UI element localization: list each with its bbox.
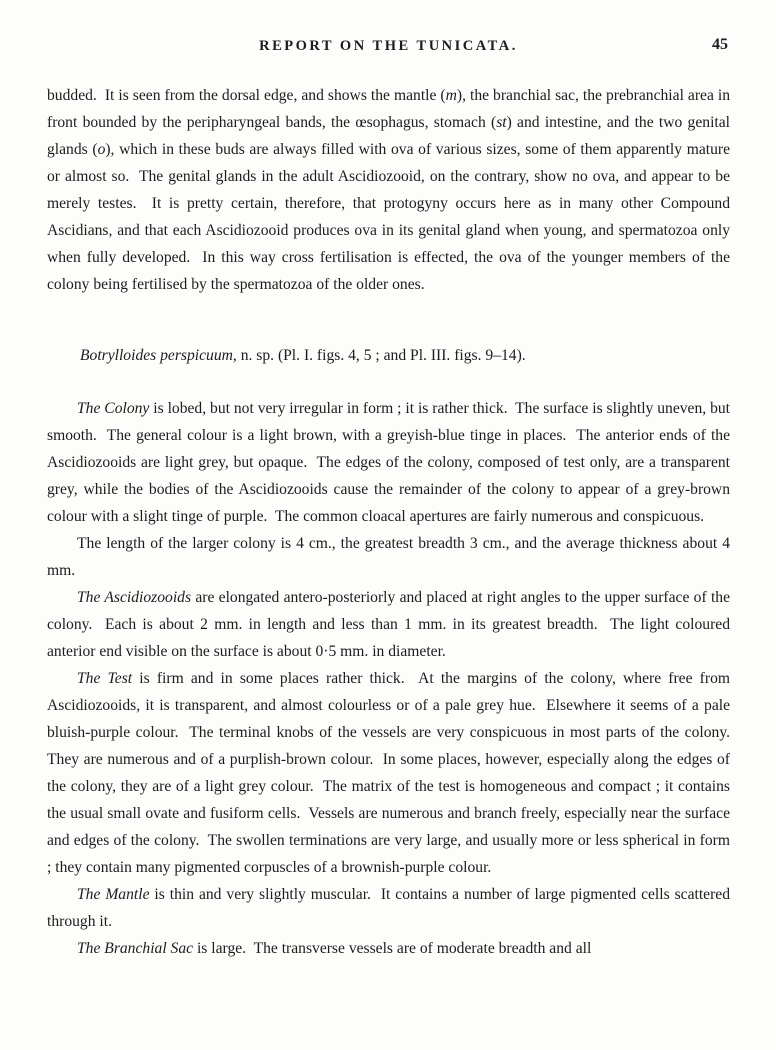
paragraph-colony-dimensions	[47, 530, 734, 584]
text-segment: ), which in these buds are always filled with ova of various sizes, some of them apparently mature or almost so. The genital glands in the adult Ascidiozooid, on the contrary, show no ova, and appear to be merely testes. It is pretty certain, therefore, that protogyny occurs here as in many other Compound Ascidians, and that each Ascidiozooid produces ova in its genital gland when young, and spermatozoa only when fully developed. In this way cross fertilisation is effected, the ova of the younger members of the colony being fertilised by the spermatozoa of the older ones.	[47, 141, 734, 293]
paragraph-budded-continuation	[47, 82, 734, 298]
italic-text-segment: st	[496, 114, 507, 131]
text-segment: ) and intestine, and the two genital glands (	[47, 114, 734, 158]
paragraph-the-ascidiozooids	[47, 584, 734, 665]
species-heading	[47, 342, 730, 369]
text-segment: is lobed, but not very irregular in form ; it is rather thick. The surface is slightly uneven, but smooth. The general colour is a light brown, with a greyish-blue tinge in places. The anterior ends of the Ascidiozooids are light grey, but opaque. The edges of the colony, composed of test only, are a transparent grey, while the bodies of the Ascidiozooids cause the remainder of the colony to appear of a grey-brown colour with a slight tinge of purple. The common cloacal apertures are fairly numerous and conspicuous.	[47, 400, 734, 525]
italic-text-segment: The Ascidiozooids	[77, 589, 192, 606]
italic-text-segment: The Test	[77, 670, 133, 687]
text-segment: is firm and in some places rather thick. At the margins of the colony, where free from Ascidiozooids, it is transparent, and almost colourless or of a pale grey hue. Elsewhere it seems of a pale bluish-purple colour. The terminal knobs of the vessels are very conspicuous in most parts of the colony. They are numerous and of a purplish-brown colour. In some places, however, especially along the edges of the colony, they are of a light grey colour. The matrix of the test is homogeneous and compact ; it contains the usual small ovate and fusiform cells. Vessels are numerous and branch freely, especially near the surface and edges of the colony. The swollen terminations are very large, and usually more or less spherical in form ; they contain many pigmented corpuscles of a brownish-purple colour.	[47, 670, 738, 876]
paragraph-the-test	[47, 665, 738, 881]
italic-text-segment: m	[445, 87, 457, 104]
italic-text-segment: The Branchial Sac	[77, 940, 194, 957]
text-segment: budded. It is seen from the dorsal edge, and shows the mantle (	[47, 87, 446, 104]
text-segment: , n. sp. (Pl. I. figs. 4, 5 ; and Pl. III. figs. 9–14).	[232, 347, 526, 364]
running-head-title: REPORT ON THE TUNICATA.	[259, 38, 518, 54]
text-segment: ), the branchial sac, the prebranchial area in front bounded by the peripharyngeal bands, the œsophagus, stomach (	[47, 87, 734, 131]
paragraph-the-colony	[47, 395, 734, 530]
italic-text-segment: The Colony	[77, 400, 150, 417]
italic-text-segment: Botrylloides perspicuum	[80, 347, 233, 364]
paragraph-the-branchial-sac	[47, 935, 730, 962]
paragraph-the-mantle	[47, 881, 734, 935]
running-head	[47, 38, 730, 64]
text-segment: The length of the larger colony is 4 cm., the greatest breadth 3 cm., and the average thickness about 4 mm.	[47, 535, 734, 579]
text-segment: is large. The transverse vessels are of moderate breadth and all	[193, 940, 592, 957]
text-segment: are elongated antero-posteriorly and placed at right angles to the upper surface of the colony. Each is about 2 mm. in length and less than 1 mm. in its greatest breadth. The light coloured anterior end visible on the surface is about 0·5 mm. in diameter.	[47, 589, 734, 660]
text-segment: is thin and very slightly muscular. It contains a number of large pigmented cells scattered through it.	[47, 886, 734, 930]
italic-text-segment: The Mantle	[77, 886, 150, 903]
italic-text-segment: o	[97, 141, 106, 158]
page-number: 45	[712, 36, 728, 53]
page-body	[47, 82, 738, 962]
